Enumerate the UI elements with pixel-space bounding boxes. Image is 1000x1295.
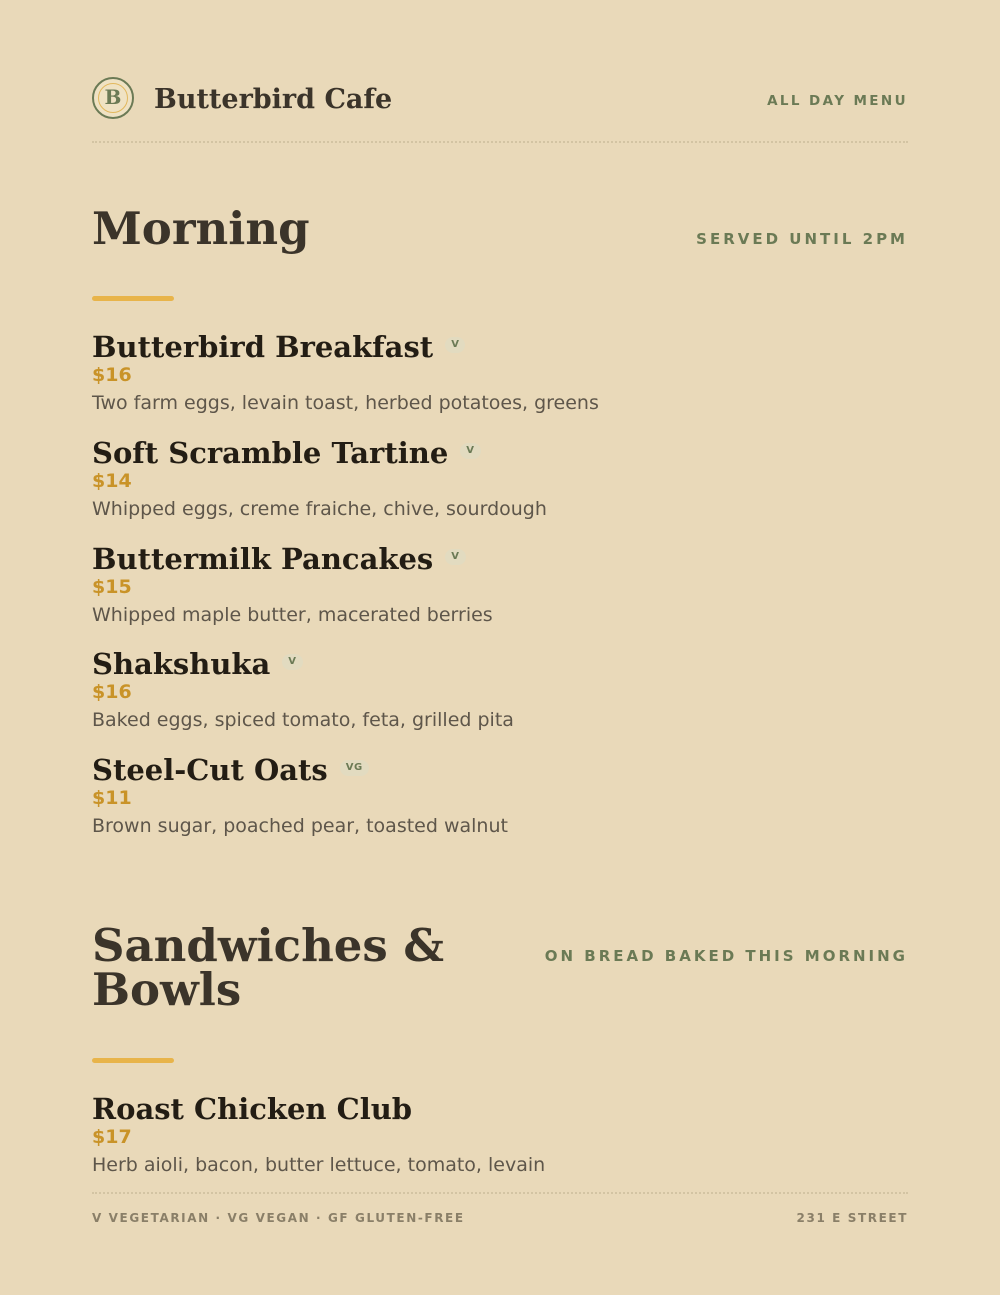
item-price: $15 xyxy=(92,576,132,598)
section-accent-bar xyxy=(92,296,174,301)
item-price: $11 xyxy=(92,787,132,809)
footer-divider xyxy=(92,1192,908,1194)
diet-tag: V xyxy=(282,654,302,670)
diet-tag: V xyxy=(445,337,465,353)
section-title-morning: Morning xyxy=(92,202,310,255)
item-price: $16 xyxy=(92,364,132,386)
diet-legend: V VEGETARIAN · VG VEGAN · GF GLUTEN-FREE xyxy=(92,1211,465,1225)
item-description: Whipped eggs, creme fraiche, chive, sourdough xyxy=(92,498,547,520)
item-name: Buttermilk Pancakes xyxy=(92,542,434,576)
menu-header xyxy=(92,76,908,126)
item-name: Soft Scramble Tartine xyxy=(92,436,449,470)
menu-item xyxy=(92,752,908,852)
item-name: Roast Chicken Club xyxy=(92,1092,413,1126)
diet-tag: V xyxy=(445,549,465,565)
header-divider xyxy=(92,141,908,143)
cafe-logo-icon xyxy=(92,77,134,119)
address: 231 E STREET xyxy=(796,1211,908,1225)
logo-letter: B xyxy=(98,83,128,113)
diet-tag: V xyxy=(460,443,480,459)
item-price: $14 xyxy=(92,470,132,492)
brand-name: Butterbird Cafe xyxy=(154,84,393,115)
diet-tag: VG xyxy=(340,760,369,776)
section-accent-bar xyxy=(92,1058,174,1063)
menu-page xyxy=(92,0,908,1295)
item-description: Baked eggs, spiced tomato, feta, grilled pita xyxy=(92,709,514,731)
section-note-morning: SERVED UNTIL 2PM xyxy=(696,230,908,248)
menu-item xyxy=(92,646,908,746)
item-name: Shakshuka xyxy=(92,647,271,681)
menu-label: ALL DAY MENU xyxy=(767,93,908,109)
item-description: Two farm eggs, levain toast, herbed potatoes, greens xyxy=(92,392,599,414)
section-note-sandwiches: ON BREAD BAKED THIS MORNING xyxy=(544,947,908,965)
menu-item xyxy=(92,329,908,429)
item-description: Whipped maple butter, macerated berries xyxy=(92,604,493,626)
item-description: Brown sugar, poached pear, toasted walnut xyxy=(92,815,508,837)
section-title-sandwiches: Sandwiches & Bowls xyxy=(92,919,445,1016)
item-name: Steel-Cut Oats xyxy=(92,753,328,787)
item-price: $17 xyxy=(92,1126,132,1148)
menu-item xyxy=(92,435,908,535)
item-description: Herb aioli, bacon, butter lettuce, tomato, levain xyxy=(92,1154,546,1176)
menu-item xyxy=(92,1091,908,1191)
menu-item xyxy=(92,541,908,641)
item-price: $16 xyxy=(92,681,132,703)
item-name: Butterbird Breakfast xyxy=(92,330,434,364)
